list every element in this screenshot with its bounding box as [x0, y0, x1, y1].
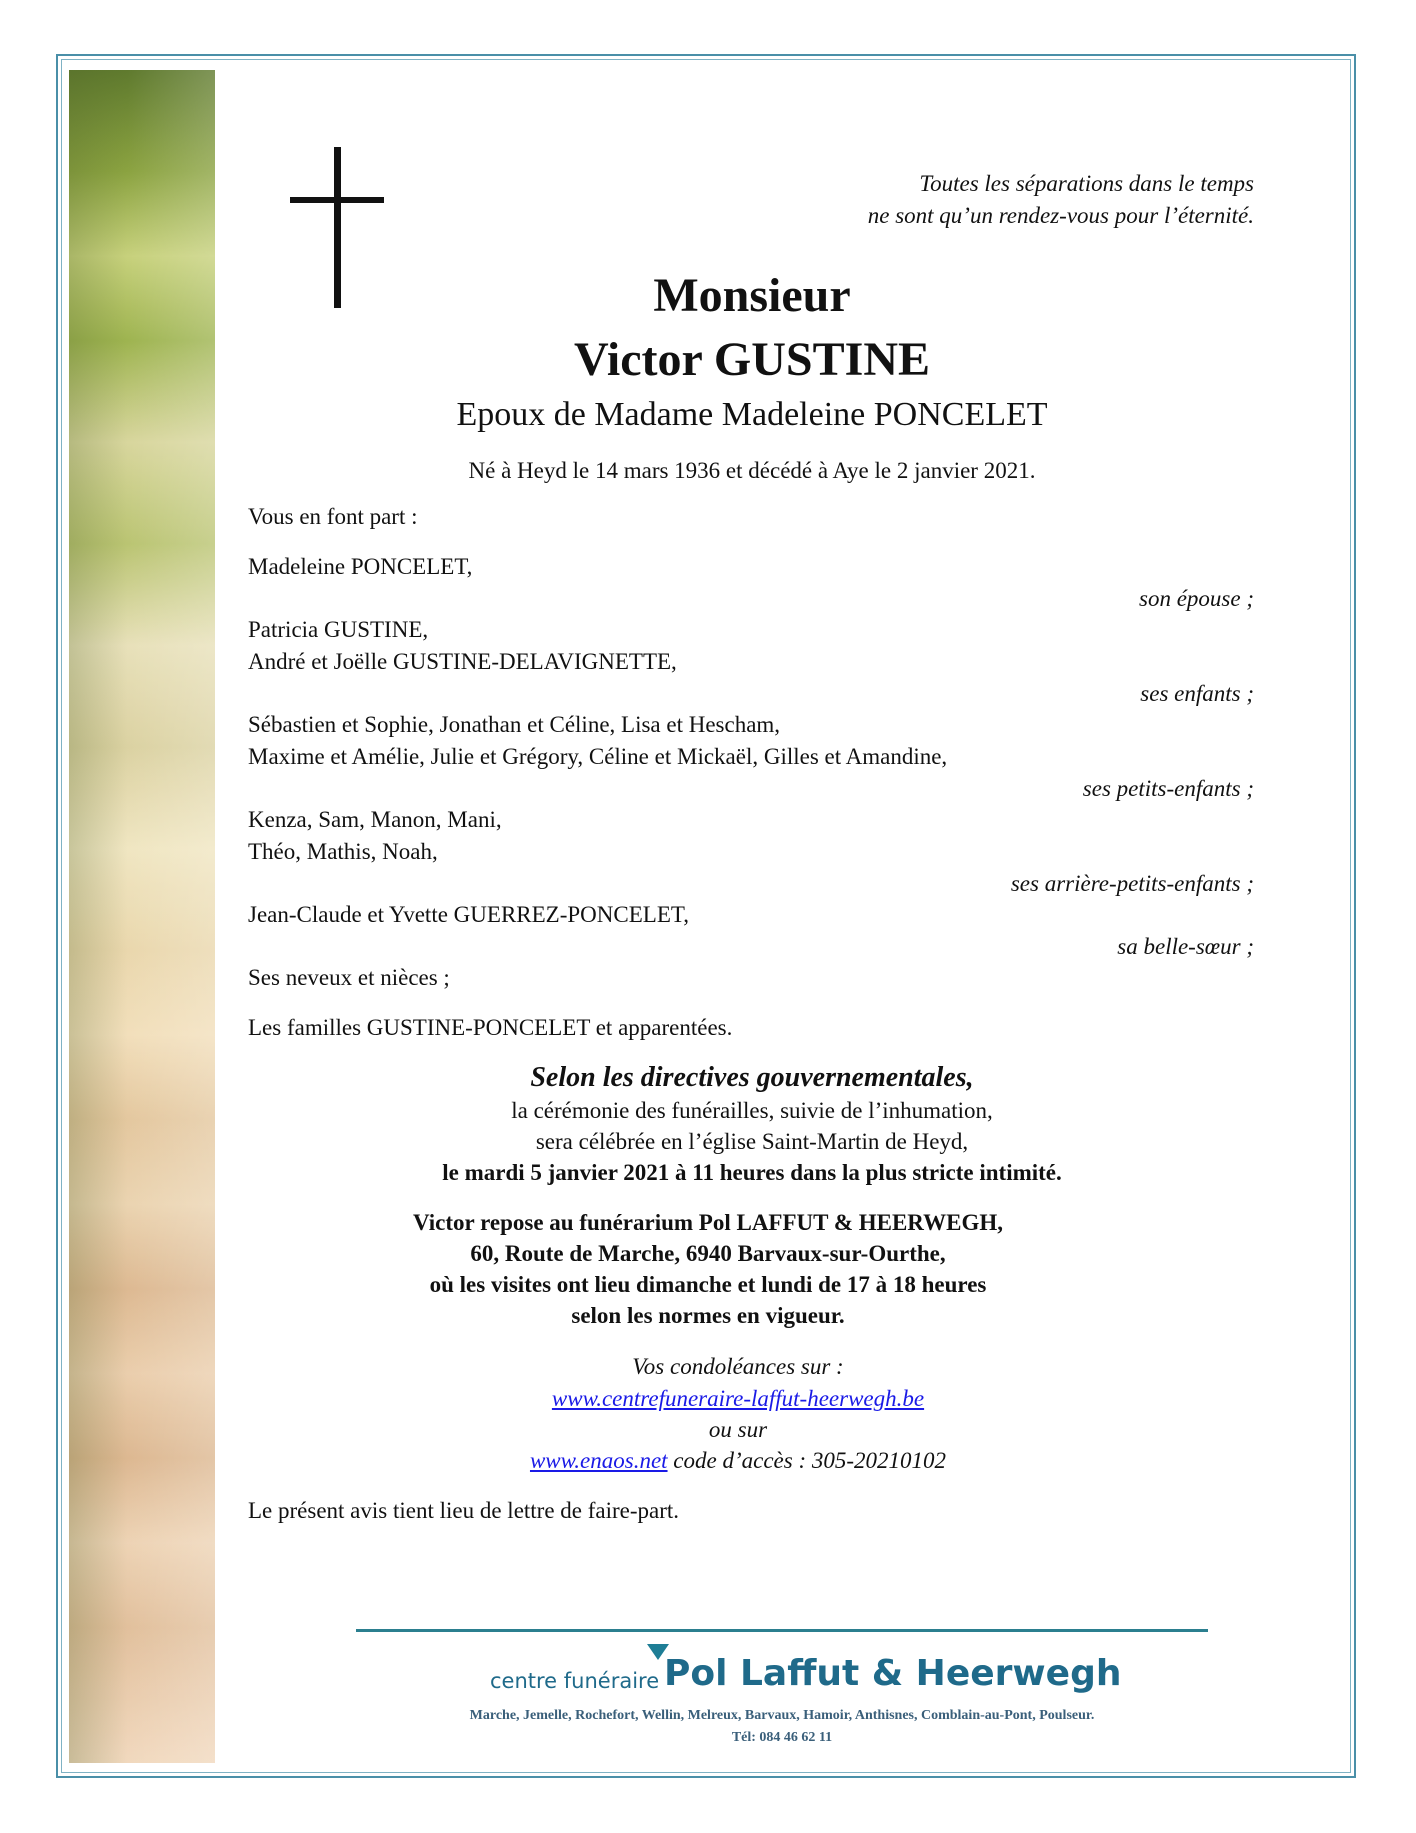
logo-company-name: Pol Laffut & Heerwegh [664, 1653, 1122, 1694]
condolences-intro: Vos condoléances sur : [632, 1354, 844, 1379]
belle-soeur-role: sa belle-sœur ; [1117, 934, 1254, 959]
forest-path-image [69, 70, 215, 1763]
condolences-or: ou sur [708, 1417, 768, 1442]
birth-death-line: Né à Heyd le 14 mars 1936 et décédé à Aye le 2 janvier 2021. [468, 458, 1036, 483]
familles-line: Les familles GUSTINE-PONCELET et apparentées. [248, 1015, 733, 1040]
deceased-name: Victor GUSTINE [573, 333, 930, 386]
enfants-role: ses enfants ; [1140, 681, 1254, 706]
petits-enfants-role: ses petits-enfants ; [1082, 776, 1254, 801]
condolences-link-2-row [248, 1446, 1228, 1476]
petits-enfants-1: Sébastien et Sophie, Jonathan et Céline, Lisa et Hescham, [248, 712, 781, 737]
ceremony-date: le mardi 5 janvier 2021 à 11 heures dans la plus stricte intimité. [442, 1160, 1062, 1185]
petits-enfants-2: Maxime et Amélie, Julie et Grégory, Céline et Mickaël, Gilles et Amandine, [248, 744, 948, 769]
logo-small-text: centre funéraire [490, 1669, 660, 1693]
epouse-name: Madeleine PONCELET, [248, 554, 473, 579]
enfant-1: Patricia GUSTINE, [248, 617, 429, 642]
spouse-line: Epoux de Madame Madeleine PONCELET [456, 396, 1048, 433]
condolences-link-2[interactable]: www.enaos.net [529, 1448, 668, 1473]
arriere-petits-1: Kenza, Sam, Manon, Mani, [248, 807, 502, 832]
quote-line-2: ne sont qu’un rendez-vous pour l’éternité. [867, 203, 1254, 228]
funerarium-line-4: selon les normes en vigueur. [571, 1303, 845, 1328]
footer-towns: Marche, Jemelle, Rochefort, Wellin, Melreux, Barvaux, Hamoir, Anthisnes, Comblain-au-Pont, Poulseur. [469, 1708, 1095, 1723]
funerarium-line-1: Victor repose au funérarium Pol LAFFUT & HEERWEGH, [413, 1210, 1003, 1235]
footer-rule [356, 1629, 1208, 1632]
footer-phone: Tél: 084 46 62 11 [731, 1730, 833, 1745]
funerarium-line-3: où les visites ont lieu dimanche et lundi de 17 à 18 heures [429, 1272, 987, 1297]
enfant-2: André et Joëlle GUSTINE-DELAVIGNETTE, [248, 649, 677, 674]
condolences-link-1[interactable]: www.centrefuneraire-laffut-heerwegh.be [551, 1386, 925, 1411]
neveux-line: Ses neveux et nièces ; [248, 965, 450, 990]
closing-note: Le présent avis tient lieu de lettre de faire-part. [248, 1498, 680, 1523]
arriere-petits-2: Théo, Mathis, Noah, [248, 839, 438, 864]
condolences-link-1-row [248, 1384, 1228, 1414]
belle-soeur-name: Jean-Claude et Yvette GUERREZ-PONCELET, [248, 902, 689, 927]
epigraph-quote [868, 168, 1254, 232]
access-code: code d’accès : 305-20210102 [667, 1448, 947, 1473]
family-intro: Vous en font part : [248, 504, 418, 529]
salutation: Monsieur [653, 269, 851, 322]
epouse-role: son épouse ; [1139, 586, 1254, 611]
ceremony-line-2: sera célébrée en l’église Saint-Martin de Heyd, [535, 1129, 969, 1154]
arriere-petits-role: ses arrière-petits-enfants ; [1010, 871, 1254, 896]
cross-horizontal-bar [290, 197, 384, 203]
quote-line-1: Toutes les séparations dans le temps [919, 171, 1254, 196]
funerarium-line-2: 60, Route de Marche, 6940 Barvaux-sur-Ourthe, [470, 1241, 946, 1266]
ceremony-line-1: la cérémonie des funérailles, suivie de l’inhumation, [511, 1098, 993, 1123]
ceremony-heading: Selon les directives gouvernementales, [530, 1062, 974, 1093]
